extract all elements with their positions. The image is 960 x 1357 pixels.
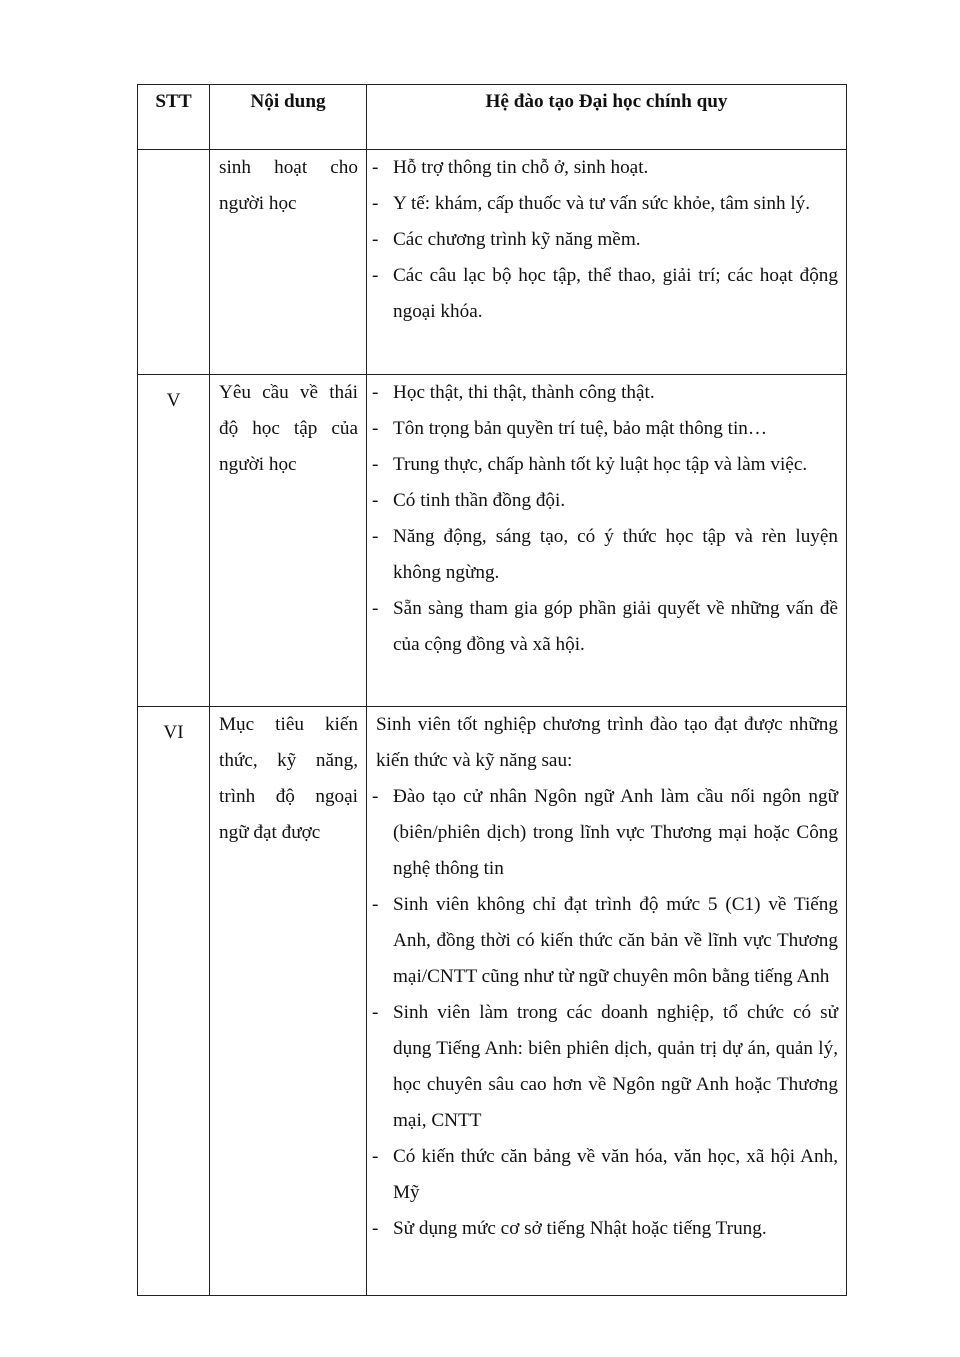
list-item-text: Có kiến thức căn bảng về văn hóa, văn học, xã hội Anh, Mỹ: [393, 1146, 838, 1203]
row-content-text: Yêu cầu về thái độ học tập của người học: [219, 382, 358, 475]
list-item-text: Sử dụng mức cơ sở tiếng Nhật hoặc tiếng Trung.: [393, 1218, 767, 1239]
bullet-dash: -: [372, 1218, 379, 1239]
bullet-dash: -: [372, 157, 379, 178]
bullet-dash: -: [372, 786, 379, 807]
list-item-text: Hỗ trợ thông tin chỗ ở, sinh hoạt.: [393, 157, 649, 178]
header-program: Hệ đào tạo Đại học chính quy: [367, 85, 847, 150]
bullet-dash: -: [372, 193, 379, 214]
program-intro: Sinh viên tốt nghiệp chương trình đào tạo đạt được những kiến thức và kỹ năng sau:: [376, 714, 838, 771]
bullet-dash: -: [372, 454, 379, 475]
bullet-list: [374, 375, 838, 663]
row-content: [210, 150, 367, 375]
list-item-text: Đào tạo cử nhân Ngôn ngữ Anh làm cầu nối ngôn ngữ (biên/phiên dịch) trong lĩnh vực Thương mại hoặc Công nghệ thông tin: [393, 786, 838, 879]
list-item-text: Tôn trọng bản quyền trí tuệ, bảo mật thông tin…: [393, 418, 768, 439]
curriculum-table: [137, 84, 847, 1296]
list-item-text: Các chương trình kỹ năng mềm.: [393, 229, 641, 250]
list-item-text: Có tinh thần đồng đội.: [393, 490, 566, 511]
bullet-dash: -: [372, 382, 379, 403]
list-item: [374, 779, 838, 887]
header-stt: STT: [138, 85, 210, 150]
list-item: [374, 222, 838, 258]
table-header-row: [138, 85, 847, 150]
bullet-dash: -: [372, 894, 379, 915]
list-item-text: Sẵn sàng tham gia góp phần giải quyết về những vấn đề của cộng đồng và xã hội.: [393, 598, 838, 655]
bullet-dash: -: [372, 598, 379, 619]
list-item: [374, 186, 838, 222]
table-row: [138, 375, 847, 707]
bullet-dash: -: [372, 1146, 379, 1167]
list-item: [374, 447, 838, 483]
list-item: [374, 887, 838, 995]
bullet-dash: -: [372, 526, 379, 547]
list-item: [374, 591, 838, 663]
row-program-cell: [367, 150, 847, 375]
table-row: [138, 150, 847, 375]
list-item: [374, 483, 838, 519]
row-stt: V: [138, 375, 210, 707]
list-item-text: Năng động, sáng tạo, có ý thức học tập và rèn luyện không ngừng.: [393, 526, 838, 583]
bullet-list: [374, 779, 838, 1247]
list-item-text: Học thật, thi thật, thành công thật.: [393, 382, 655, 403]
row-content: [210, 707, 367, 1296]
list-item: [374, 1211, 838, 1247]
header-content: Nội dung: [210, 85, 367, 150]
list-item-text: Trung thực, chấp hành tốt kỷ luật học tập và làm việc.: [393, 454, 808, 475]
bullet-dash: -: [372, 229, 379, 250]
list-item-text: Các câu lạc bộ học tập, thể thao, giải trí; các hoạt động ngoại khóa.: [393, 265, 838, 322]
list-item-text: Y tế: khám, cấp thuốc và tư vấn sức khỏe, tâm sinh lý.: [393, 193, 811, 214]
list-item: [374, 150, 838, 186]
list-item: [374, 375, 838, 411]
bullet-dash: -: [372, 265, 379, 286]
row-program-cell: [367, 707, 847, 1296]
row-content-text: Mục tiêu kiến thức, kỹ năng, trình độ ngoại ngữ đạt được: [219, 714, 358, 843]
row-content: [210, 375, 367, 707]
list-item: [374, 519, 838, 591]
row-program-cell: [367, 375, 847, 707]
table-row: [138, 707, 847, 1296]
row-stt: [138, 150, 210, 375]
row-stt: VI: [138, 707, 210, 1296]
list-item: [374, 411, 838, 447]
list-item: [374, 258, 838, 330]
bullet-dash: -: [372, 1002, 379, 1023]
list-item-text: Sinh viên không chỉ đạt trình độ mức 5 (C1) về Tiếng Anh, đồng thời có kiến thức căn bản về lĩnh vực Thương mại/CNTT cũng như từ ngữ chuyên môn bằng tiếng Anh: [393, 894, 838, 987]
list-item: [374, 995, 838, 1139]
bullet-list: [374, 150, 838, 330]
list-item: [374, 1139, 838, 1211]
row-content-text: sinh hoạt cho người học: [219, 157, 358, 214]
bullet-dash: -: [372, 418, 379, 439]
list-item-text: Sinh viên làm trong các doanh nghiệp, tổ chức có sử dụng Tiếng Anh: biên phiên dịch, quản trị dự án, quản lý, học chuyên sâu cao hơn về Ngôn ngữ Anh hoặc Thương mại, CNTT: [393, 1002, 838, 1131]
bullet-dash: -: [372, 490, 379, 511]
